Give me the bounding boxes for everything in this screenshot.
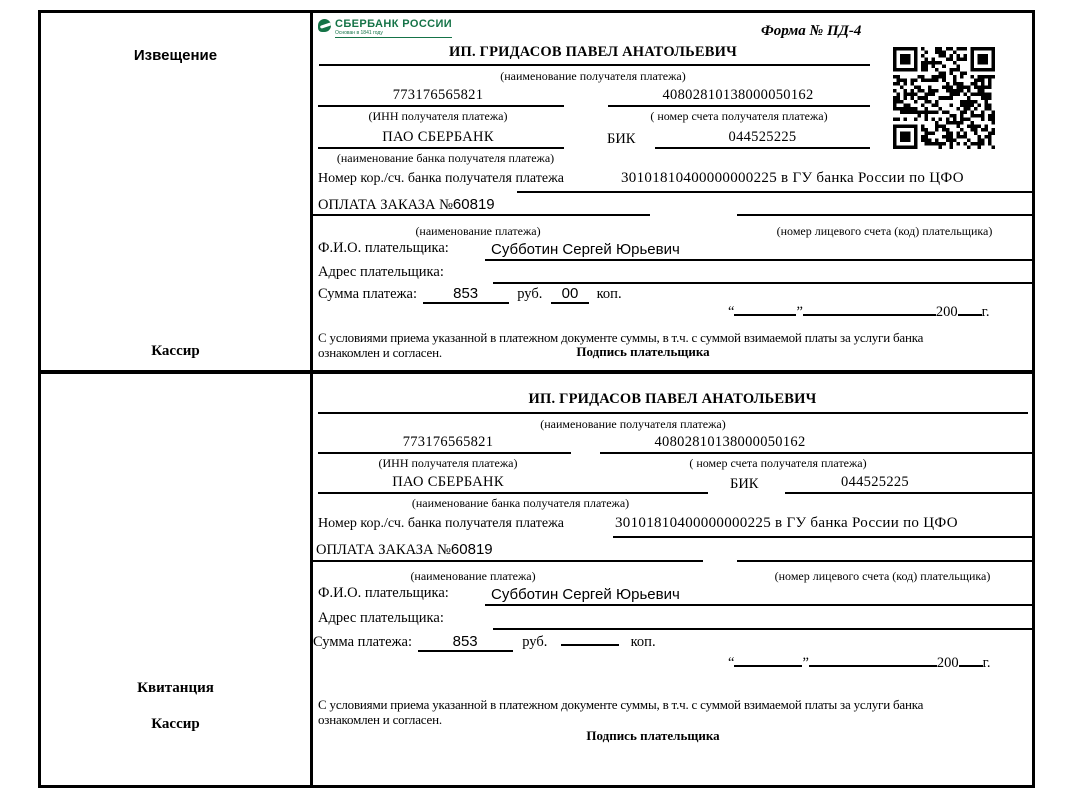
date-month-field — [809, 665, 937, 667]
signature-label: Подпись плательщика — [576, 344, 710, 359]
amount-rub-field: 853 — [418, 633, 513, 652]
bik-label: БИК — [730, 476, 759, 492]
amount-label: Сумма платежа: — [313, 634, 412, 650]
account-caption: ( номер счета получателя платежа) — [650, 109, 828, 123]
qr-code — [893, 47, 995, 149]
kop-label: коп. — [630, 634, 656, 650]
kop-label: коп. — [596, 286, 622, 302]
bank-caption: (наименование банка получателя платежа) — [336, 151, 555, 165]
payer-name-label: Ф.И.О. плательщика: — [318, 585, 449, 601]
receipt-cashier-label: Кассир — [151, 716, 200, 732]
amount-row — [318, 285, 622, 304]
quote-open: “ — [728, 304, 735, 320]
payment-purpose — [318, 196, 495, 214]
notice-content — [313, 13, 1032, 370]
underline — [785, 492, 1032, 494]
underline — [485, 259, 1032, 261]
bik-value: 044525225 — [841, 474, 909, 490]
sberbank-logo-mark-icon — [318, 19, 331, 32]
quote-close: ” — [802, 655, 809, 671]
payment-purpose — [316, 541, 493, 559]
purpose-order-number: 60819 — [452, 196, 495, 213]
year-suffix: г. — [982, 655, 991, 671]
corr-account-value: 30101810400000000225 в ГУ банка России по ЦФО — [621, 170, 964, 186]
payer-name-value: Субботин Сергей Юрьевич — [491, 586, 680, 603]
purpose-caption: (наименование платежа) — [415, 224, 541, 238]
receipt-section — [41, 374, 1032, 785]
sberbank-logo — [318, 18, 452, 38]
receipt-side-column — [41, 374, 310, 785]
notice-section — [41, 13, 1032, 370]
underline — [318, 412, 1028, 414]
account-caption: ( номер счета получателя платежа) — [689, 456, 867, 470]
rub-label: руб. — [522, 634, 548, 650]
purpose-label: ОПЛАТА ЗАКАЗА № — [316, 542, 451, 558]
payer-address-label: Адрес плательщика: — [318, 264, 444, 280]
date-year-field — [959, 665, 983, 667]
corr-account-label: Номер кор./сч. банка получателя платежа — [318, 516, 564, 531]
recipient-caption: (наименование получателя платежа) — [500, 69, 686, 83]
bank-caption: (наименование банка получателя платежа) — [411, 496, 630, 510]
underline — [517, 191, 1032, 193]
underline — [493, 628, 1032, 630]
rub-label: руб. — [517, 286, 543, 302]
underline — [600, 452, 1032, 454]
amount-row — [313, 633, 656, 652]
corr-account-label: Номер кор./сч. банка получателя платежа — [318, 171, 564, 186]
underline — [318, 147, 564, 149]
recipient-inn: 773176565821 — [392, 87, 484, 103]
date-year-field — [958, 314, 982, 316]
recipient-inn: 773176565821 — [402, 434, 494, 450]
year-prefix: 200 — [936, 655, 959, 671]
underline — [655, 147, 870, 149]
underline — [318, 452, 571, 454]
year-suffix: г. — [981, 304, 990, 320]
agreement-line1: С условиями приема указанной в платежном документе суммы, в т.ч. с суммой взимаемой платы за услуги банка — [318, 697, 924, 712]
inn-caption: (ИНН получателя платежа) — [378, 456, 518, 470]
underline — [737, 560, 1032, 562]
sberbank-logo-text: СБЕРБАНК РОССИИ — [335, 18, 453, 30]
amount-label: Сумма платежа: — [318, 286, 417, 302]
date-month-field — [803, 314, 936, 316]
amount-kop-field — [561, 644, 619, 646]
underline — [485, 604, 1032, 606]
bik-label: БИК — [607, 131, 636, 147]
recipient-account: 40802810138000050162 — [654, 434, 806, 450]
recipient-account: 40802810138000050162 — [662, 87, 814, 103]
agreement-line2: ознакомлен и согласен. — [318, 345, 442, 360]
underline — [319, 64, 870, 66]
date-row — [728, 304, 990, 321]
receipt-content — [313, 374, 1032, 785]
underline — [313, 214, 650, 216]
underline — [493, 282, 1032, 284]
notice-cashier-label: Кассир — [151, 343, 200, 359]
date-day-field — [734, 665, 802, 667]
recipient-caption: (наименование получателя платежа) — [540, 417, 726, 431]
underline — [608, 105, 870, 107]
bik-value: 044525225 — [728, 129, 797, 145]
notice-side-label: Извещение — [133, 47, 218, 64]
amount-rub-field: 853 — [423, 285, 509, 304]
purpose-caption: (наименование платежа) — [410, 569, 536, 583]
form-number-label: Форма № ПД-4 — [761, 23, 862, 39]
underline — [318, 105, 564, 107]
purpose-label: ОПЛАТА ЗАКАЗА № — [318, 197, 453, 213]
year-prefix: 200 — [935, 304, 958, 320]
inn-caption: (ИНН получателя платежа) — [368, 109, 508, 123]
date-day-field — [734, 314, 796, 316]
payer-address-label: Адрес плательщика: — [318, 610, 444, 626]
recipient-name: ИП. ГРИДАСОВ ПАВЕЛ АНАТОЛЬЕВИЧ — [449, 44, 737, 60]
pd4-form — [38, 10, 1035, 788]
quote-open: “ — [728, 655, 735, 671]
underline — [737, 214, 1032, 216]
amount-kop-field: 00 — [551, 285, 589, 304]
purpose-order-number: 60819 — [450, 541, 493, 558]
bank-name: ПАО СБЕРБАНК — [392, 474, 504, 490]
underline — [613, 536, 1032, 538]
signature-label: Подпись плательщика — [586, 728, 720, 743]
sberbank-logo-tagline: Основан в 1841 году — [335, 30, 383, 36]
receipt-side-label: Квитанция — [137, 680, 214, 696]
payer-name-label: Ф.И.О. плательщика: — [318, 240, 449, 256]
agreement-line1: С условиями приема указанной в платежном документе суммы, в т.ч. с суммой взимаемой платы за услуги банка — [318, 330, 924, 345]
underline — [318, 492, 708, 494]
corr-account-value: 30101810400000000225 в ГУ банка России по ЦФО — [615, 515, 958, 531]
payer-code-caption: (номер лицевого счета (код) плательщика) — [774, 569, 991, 583]
agreement-line2: ознакомлен и согласен. — [318, 712, 442, 727]
underline — [313, 560, 703, 562]
recipient-name: ИП. ГРИДАСОВ ПАВЕЛ АНАТОЛЬЕВИЧ — [528, 391, 817, 407]
notice-side-column — [41, 13, 310, 370]
date-row — [728, 655, 991, 672]
payer-name-value: Субботин Сергей Юрьевич — [491, 241, 680, 258]
quote-close: ” — [796, 304, 803, 320]
payer-code-caption: (номер лицевого счета (код) плательщика) — [776, 224, 993, 238]
bank-name: ПАО СБЕРБАНК — [382, 129, 494, 145]
